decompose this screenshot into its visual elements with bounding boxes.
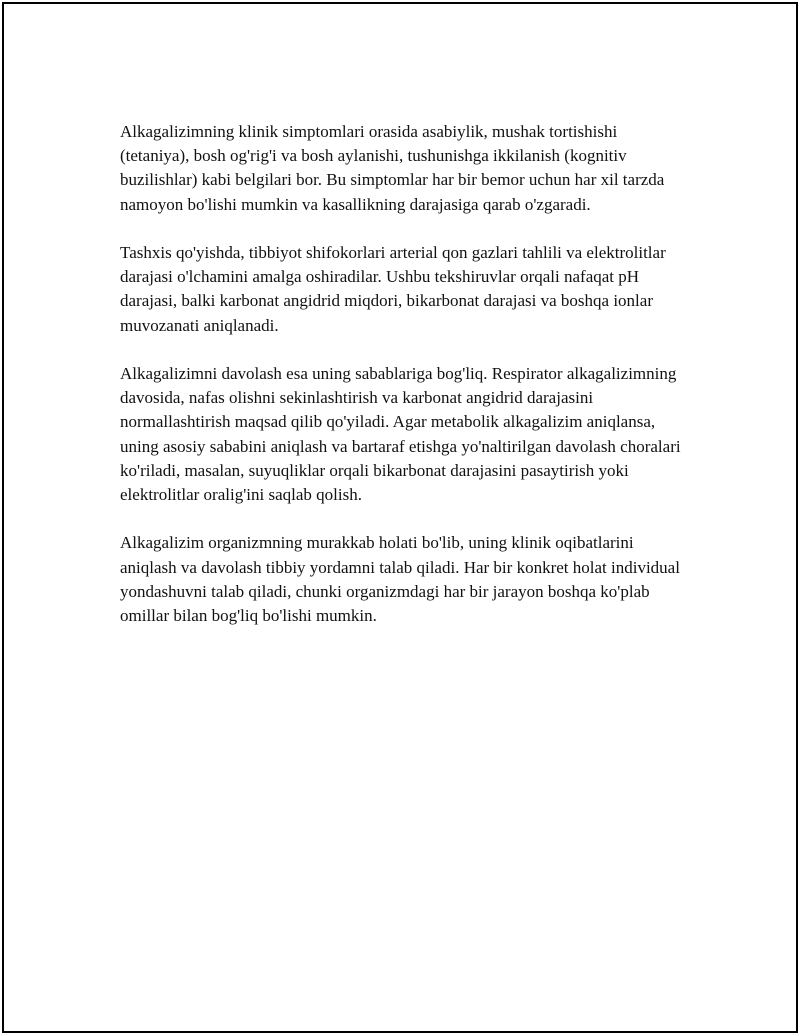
paragraph-diagnosis: Tashxis qo'yishda, tibbiyot shifokorlari arterial qon gazlari tahlili va elektrolitlar darajasi o'lchamini amalga oshiradilar. Ushbu tekshiruvlar orqali nafaqat pH darajasi, balki karbonat angidrid miqdori, bikarbonat darajasi va boshqa ionlar muvozanati aniqlanadi.: [120, 243, 666, 335]
paragraph-symptoms: Alkagalizimning klinik simptomlari orasida asabiylik, mushak tortishishi (tetaniya), bosh og'rig'i va bosh aylanishi, tushunishga ikkilanish (kognitiv buzilishlar) kabi belgilari bor. Bu simptomlar har bir bemor uchun har xil tarzda namoyon bo'lishi mumkin va kasallikning darajasiga qarab o'zgaradi.: [120, 122, 665, 214]
document-page: [2, 2, 798, 1033]
document-body: [120, 120, 690, 652]
paragraph-conclusion: Alkagalizim organizmning murakkab holati bo'lib, uning klinik oqibatlarini aniqlash va davolash tibbiy yordamni talab qiladi. Har bir konkret holat individual yondashuvni talab qiladi, chunki organizmdagi har bir jarayon boshqa ko'plab omillar bilan bog'liq bo'lishi mumkin.: [120, 533, 680, 626]
paragraph-treatment: Alkagalizimni davolash esa uning sabablariga bog'liq. Respirator alkagalizimning davosida, nafas olishni sekinlashtirish va karbonat angidrid darajasini normallashtirish maqsad qilib qo'yiladi. Agar metabolik alkagalizim aniqlansa, uning asosiy sababini aniqlash va bartaraf etishga yo'naltirilgan davolash choralari ko'riladi, masalan, suyuqliklar orqali bikarbonat darajasini pasaytirish yoki elektrolitlar oralig'ini saqlab qolish.: [120, 364, 681, 505]
